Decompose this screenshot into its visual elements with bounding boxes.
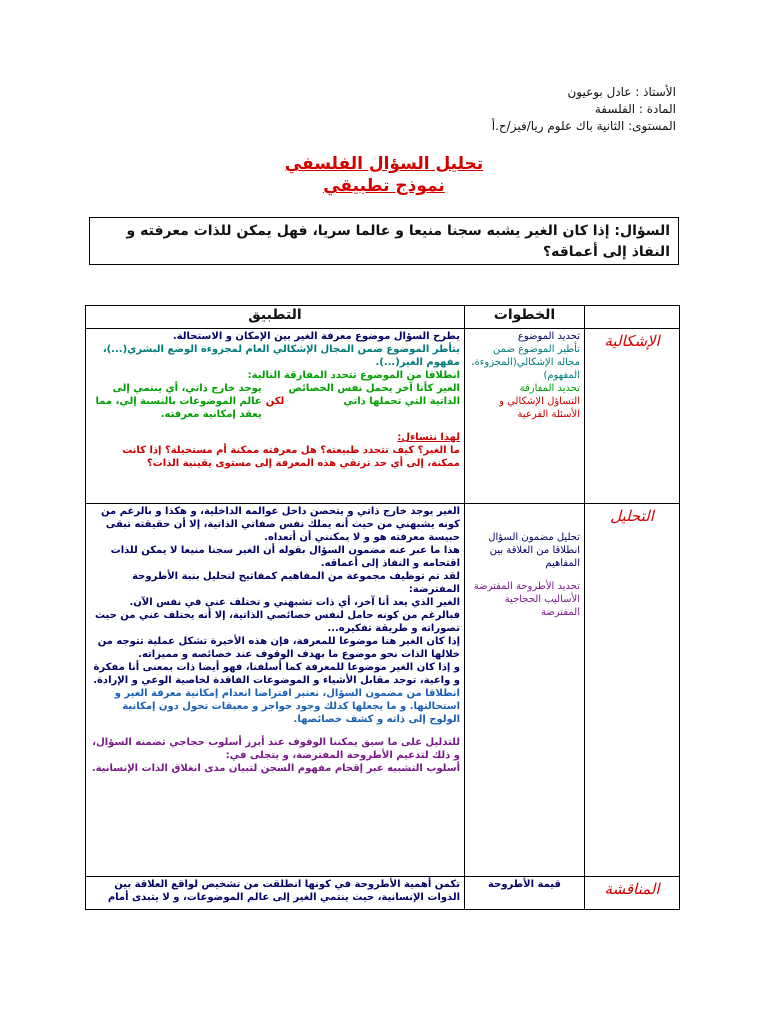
table-row-problematic [86,329,680,504]
step-paradox: تحديد المفارقة [519,383,580,394]
app-text: انطلاقا من الموضوع تتحدد المفارقة التالية: [247,370,460,381]
steps-cell [465,504,585,877]
document-header [492,84,676,135]
teacher-line: الأستاذ : عادل بوعيون [567,85,676,99]
app-text: تكمن أهمية الأطروحة في كونها انطلقت من تشخيص لواقع العلاقة بين الذوات الإنسانية، حيث ينتمي الغير إلى عالم الموضوعات، و لا يتبدى أمام [107,879,460,903]
subject-line: المادة : الفلسفة [594,102,676,116]
page-subtitle: نموذج تطبيقي [323,176,445,196]
app-text: هذا ما عبر عنه مضمون السؤال بقوله أن الغير سجنا منيعا لا يمكن للذات اقتحامه و النفاذ إلى أعماقه. [110,545,460,569]
step-define-topic: تحديد الموضوع [517,331,580,342]
header-section [585,306,680,329]
application-cell [86,877,465,910]
step-thesis-value: قيمة الأطروحة [488,879,561,890]
app-text: ما الغير؟ كيف تتحدد طبيعته؟ هل معرفته ممكنة أم مستحيلة؟ إذا كانت ممكنة، إلى أي حد ترتقي هذه المعرفة إلى مستوى يقينية الذات؟ [122,445,460,469]
app-text: إذا كان الغير هنا موضوعا للمعرفة، فإن هذه الأخيرة تشكل عملية تتوجه من خلالها الذات نحو موضوع ما بهدف الوقوف عند خصائصه و مميزاته. [97,636,460,660]
app-text: الغير يوجد خارج ذاتي و يتحصن داخل عوالمه الداخلية، و هكذا و بالرغم من كونه يشبهني من حيث أنه يملك نفس صفاتي الذاتية، إلا أن حقيقته تبقى حبيسة معرفته هو و لا يمكنني أن أتعداه. [101,506,460,543]
paradox-right: الغير كأنا آخر يحمل نفس الخصائص الذاتية التي تحملها ذاتي [288,383,460,407]
analysis-table [85,305,680,910]
app-text: يطرح السؤال موضوع معرفة الغير بين الإمكان و الاستحالة. [172,331,460,342]
step-frame-topic: تأطير الموضوع ضمن مجاله الإشكالي(المجزوءة، المفهوم) [471,344,580,381]
table-row-discussion [86,877,680,910]
level-line: المستوى: الثانية باك علوم ريا/فيز/ح.أ [491,119,676,133]
app-text: و إذا كان الغير موضوعا للمعرفة كما أسلفنا، فهو أيضا ذات بمعنى أنا مفكرة و واعية، توجد مقابل الأشياء و الموضوعات الفاقدة لخاصية الوعي و الإرادة. [93,662,460,686]
app-text: أسلوب التشبيه عبر إقحام مفهوم السجن لتبيان مدى انغلاق الذات الإنسانية. [91,763,460,774]
step-analyze-content: تحليل مضمون السؤال انطلاقا من العلاقة بين المفاهيم [488,532,580,569]
steps-cell [465,877,585,910]
application-cell [86,504,465,877]
app-text: يتأطر الموضوع ضمن المجال الإشكالي العام لمجزوءة الوضع البشري(...)، مفهوم الغير(...). [102,344,460,368]
header-steps: الخطوات [465,306,585,329]
header-application: التطبيق [86,306,465,329]
paradox-split [90,382,460,421]
step-hypothesis: تحديد الأطروحة المفترضة الأساليب الحجاجية المفترضة [473,581,580,618]
steps-cell [465,329,585,504]
section-label-problematic: الإشكالية [604,332,660,350]
paradox-but: لكن [265,396,285,407]
question-box: السؤال: إذا كان الغير يشبه سجنا منيعا و عالما سريا، فهل يمكن للذات معرفته و النفاذ إلى أعماقه؟ [89,217,679,265]
table-row-analysis [86,504,680,877]
section-cell [585,329,680,504]
page-title: تحليل السؤال الفلسفي [284,154,484,174]
section-label-discussion: المناقشة [604,880,660,898]
table-header-row [86,306,680,329]
app-text: للتدليل على ما سبق يمكننا الوقوف عند أبرز أسلوب حجاجي تضمنه السؤال، و ذلك لتدعيم الأطروحة المفترضة، و يتجلى في: [92,737,460,761]
paradox-left: يوجد خارج ذاتي، أي ينتمي إلى عالم الموضوعات بالنسبة إلي، مما يعقد إمكانية معرفته. [95,383,262,420]
app-text: انطلاقا من مضمون السؤال، نعتبر افتراضا انعدام إمكانية معرفة الغير و استحالتها. و ما يجعلها كذلك وجود حواجز و معيقات تحول دون إمكانية الولوج إلى ذاته و كشف خصائصها. [114,688,460,725]
application-cell [86,329,465,504]
step-questions: التساؤل الإشكالي و الأسئلة الفرعية [499,396,580,420]
app-text: لقد تم توظيف مجموعة من المفاهيم كمفاتيح لتحليل بنية الأطروحة المفترضة: [132,571,460,595]
section-cell [585,877,680,910]
app-text: الغير الذي يعد أنا آخر، أي ذات تشبهني و تختلف عني في نفس الآن. فبالرغم من كونه حامل لنفس خصائصي الذاتية، إلا أنه يختلف عني من حيث تصوراته و طريقة تفكيره... [94,597,460,634]
section-label-analysis: التحليل [610,507,654,525]
app-text: لهذا نتساءل: [397,432,460,443]
section-cell [585,504,680,877]
title-block [0,153,768,197]
